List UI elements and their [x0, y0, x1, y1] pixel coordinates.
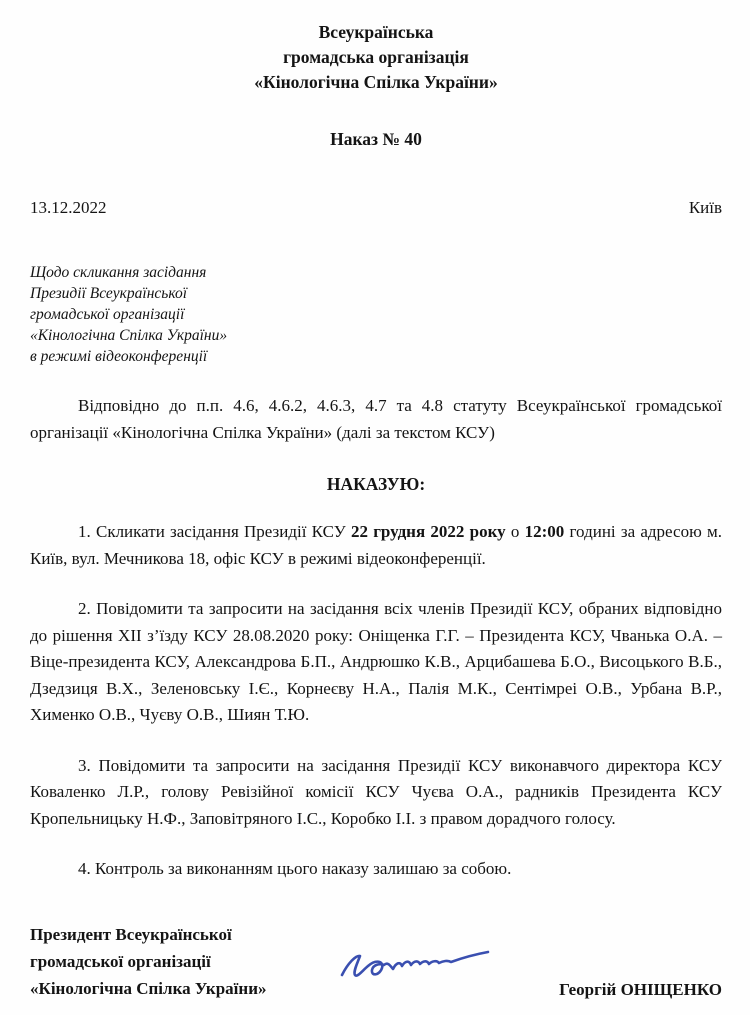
- organization-name-line2: громадська організація: [283, 47, 469, 67]
- order-city: Київ: [688, 198, 722, 217]
- item1-text: о: [505, 522, 525, 541]
- order-title: Наказ № 40: [330, 129, 422, 149]
- signer-name: Георгій ОНІЩЕНКО: [559, 979, 722, 999]
- organization-name-line1: Всеукраїнська: [318, 22, 434, 42]
- signature-ink-path: [342, 952, 488, 976]
- order-word: НАКАЗУЮ:: [326, 474, 426, 494]
- item1-text: 1. Скликати засідання Президії КСУ: [78, 522, 351, 541]
- organization-name: [30, 20, 722, 95]
- item1-bold-time: 12:00: [524, 522, 565, 541]
- subject-line: «Кінологічна Спілка України»: [30, 327, 228, 344]
- signer-title-line: Президент Всеукраїнської: [30, 924, 232, 944]
- subject-line: Щодо скликання засідання: [30, 264, 207, 281]
- subject-line: в режимі відеоконференції: [30, 348, 208, 365]
- item1-bold-date: 22 грудня 2022 року: [350, 522, 506, 541]
- subject-line: громадської організації: [30, 306, 185, 323]
- signer-title-line: громадської організації: [30, 951, 211, 971]
- organization-name-line3: «Кінологічна Спілка України»: [254, 72, 498, 92]
- order-item-1: [30, 519, 722, 572]
- signer-title: [30, 921, 267, 1002]
- order-subject: [30, 262, 370, 367]
- order-item-3: 3. Повідомити та запросити на засідання Президії КСУ виконавчого директора КСУ Коваленко Л.Р., голову Ревізійної комісії КСУ Чуєва О.А., радників Президента КСУ Кропельницьку Н.Ф., Заповітряного І.С., Коробко І.І. з правом дорадчого голосу.: [30, 755, 722, 828]
- date-city-row: [30, 198, 722, 218]
- intro-paragraph: Відповідно до п.п. 4.6, 4.6.2, 4.6.3, 4.7 та 4.8 статуту Всеукраїнської громадської організації «Кінологічна Спілка України» (далі за текстом КСУ): [30, 396, 722, 442]
- order-date: 13.12.2022: [30, 198, 107, 217]
- item1-text: годині за адресою м. Київ, вул. Мечникова 18, офіс КСУ в режимі відеоконференції.: [30, 522, 723, 568]
- subject-line: Президії Всеукраїнської: [30, 285, 188, 302]
- signature-block: [30, 921, 722, 1002]
- order-item-2: 2. Повідомити та запросити на засідання всіх членів Президії КСУ, обраних відповідно до рішення ХІІ з’їзду КСУ 28.08.2020 року: Оніщенка Г.Г. – Президента КСУ, Чванька О.А. – Віце-президента КСУ, Александрова Б.П., Андрюшко К.В., Арцибашева Б.О., Висоцького В.Б., Дзедзиця В.Х., Зеленовську І.Є., Корнеєву Н.А., Палія М.К., Сентімреі О.В., Урбана В.Р., Хименко О.В., Чуєву О.В., Шиян Т.Ю.: [30, 599, 722, 724]
- handwritten-signature: [330, 935, 500, 995]
- signer-title-line: «Кінологічна Спілка України»: [30, 978, 267, 998]
- order-item-4: 4. Контроль за виконанням цього наказу залишаю за собою.: [78, 859, 512, 878]
